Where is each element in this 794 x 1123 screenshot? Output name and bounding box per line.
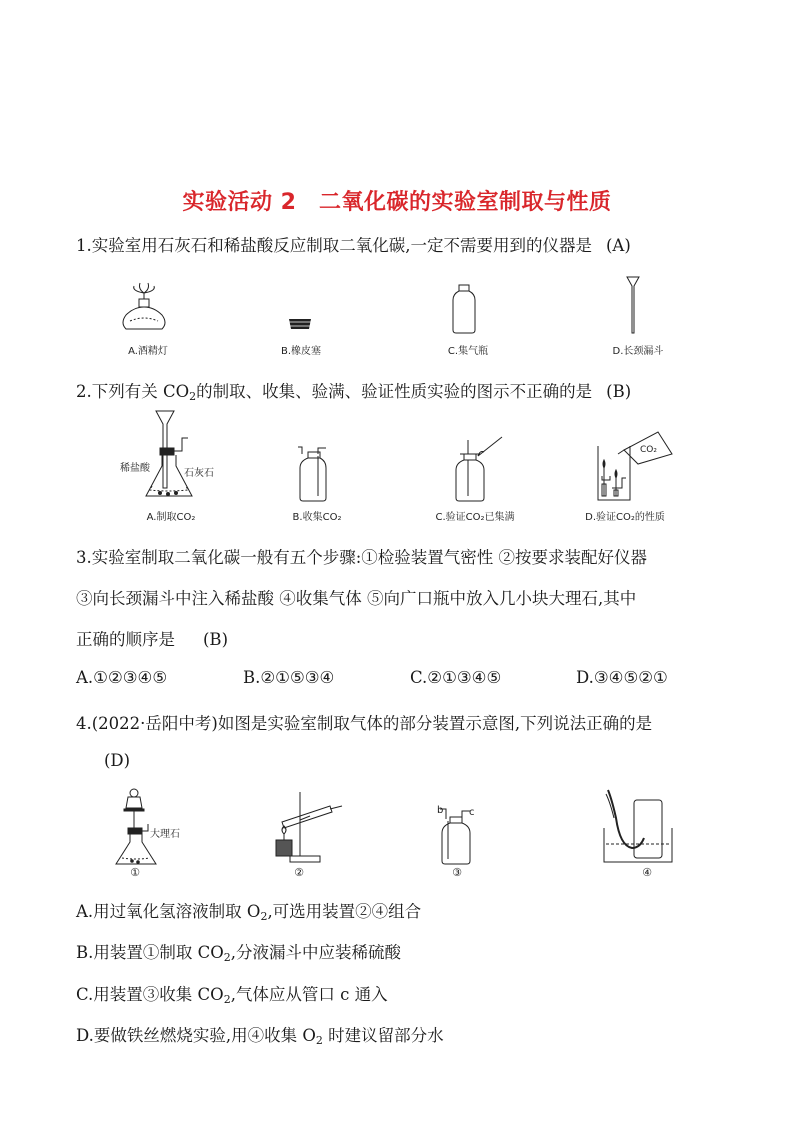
q2-caption-d: D.验证CO₂的性质 — [585, 512, 665, 523]
q4-option-c — [76, 981, 388, 1006]
q3-option-a: A.①②③④⑤ — [76, 668, 168, 687]
q4-option-b-text-1: B.用装置①制取 CO — [76, 943, 224, 962]
question-3-text: 正确的顺序是 — [76, 630, 175, 649]
long-neck-funnel-figure — [626, 276, 640, 334]
q4-option-d-text-2: 时建议留部分水 — [322, 1026, 444, 1045]
q1-caption-b: B.橡皮塞 — [280, 346, 322, 357]
q4-option-c-sub: 2 — [223, 993, 231, 1006]
question-2-text-a: 2.下列有关 CO — [76, 382, 190, 401]
question-3-answer: (B) — [203, 630, 228, 649]
question-2-answer: (B) — [606, 382, 632, 401]
q1-caption-d: D.长颈漏斗 — [612, 346, 664, 357]
rubber-stopper-figure — [288, 318, 312, 330]
q4-option-a-text-1: A.用过氧化氢溶液制取 O — [76, 902, 261, 921]
q2-caption-c: C.验证CO₂已集满 — [435, 512, 515, 523]
q4-caption-2: ② — [294, 866, 304, 879]
question-2-text-b: 的制取、收集、验满、验证性质实验的图示不正确的是 — [196, 382, 593, 401]
q4-option-d — [76, 1022, 444, 1047]
label-marble: 大理石 — [150, 829, 180, 840]
question-1 — [76, 232, 631, 256]
q4-option-a-text-2: ,可选用装置②④组合 — [267, 902, 422, 921]
co2-full-test-figure — [454, 436, 510, 502]
q4-option-c-text-2: ,气体应从管口 c 通入 — [230, 985, 388, 1004]
gas-collecting-bottle-figure — [450, 284, 478, 334]
q3-option-d: D.③④⑤②① — [576, 668, 668, 687]
label-limestone: 石灰石 — [184, 468, 214, 479]
question-4-answer: (D) — [104, 751, 131, 770]
q4-option-b-sub: 2 — [223, 951, 231, 964]
port-b-label: b — [437, 805, 444, 816]
co2-generator-figure — [140, 410, 200, 500]
question-1-text: 1.实验室用石灰石和稀盐酸反应制取二氧化碳,一定不需要用到的仪器是 — [76, 236, 592, 255]
question-3-line-2: ③向长颈漏斗中注入稀盐酸 ④收集气体 ⑤向广口瓶中放入几小块大理石,其中 — [76, 589, 637, 608]
q4-option-a-sub: 2 — [260, 910, 268, 923]
q4-caption-4: ④ — [642, 866, 652, 879]
q3-option-c: C.②①③④⑤ — [410, 668, 502, 687]
label-dilute-acid: 稀盐酸 — [120, 463, 150, 474]
q4-option-b-text-2: ,分液漏斗中应装稀硫酸 — [230, 943, 402, 962]
q4-option-d-sub: 2 — [315, 1034, 323, 1047]
co2-collecting-bottle-figure — [296, 446, 330, 502]
page-title: 实验活动 2 二氧化碳的实验室制取与性质 — [182, 190, 612, 215]
q4-caption-3: ③ — [452, 866, 462, 879]
question-2 — [76, 378, 631, 403]
co2-subscript: 2 — [189, 390, 197, 403]
port-c-label: c — [469, 807, 475, 818]
question-3-line-1: 3.实验室制取二氧化碳一般有五个步骤:①检验装置气密性 ②按要求装配好仪器 — [76, 548, 648, 567]
q1-caption-c: C.集气瓶 — [447, 346, 489, 357]
q4-caption-1: ① — [130, 866, 140, 879]
q1-caption-a: A.酒精灯 — [128, 346, 168, 357]
q3-option-b: B.②①⑤③④ — [243, 668, 335, 687]
q4-option-b — [76, 939, 401, 964]
q2-caption-a: A.制取CO₂ — [146, 512, 196, 523]
q2-caption-b: B.收集CO₂ — [292, 512, 342, 523]
alcohol-lamp-figure — [118, 283, 170, 335]
q4-option-d-text-1: D.要做铁丝燃烧实验,用④收集 O — [76, 1026, 316, 1045]
co2-bottle-label: CO₂ — [640, 445, 657, 455]
question-4-line-1: 4.(2022·岳阳中考)如图是实验室制取气体的部分装置示意图,下列说法正确的是 — [76, 714, 653, 733]
apparatus-2-figure — [270, 790, 346, 864]
apparatus-4-figure — [602, 788, 676, 864]
q4-option-a — [76, 898, 421, 923]
question-3-line-3 — [76, 626, 228, 650]
q4-option-c-text-1: C.用装置③收集 CO — [76, 985, 224, 1004]
question-1-answer: (A) — [606, 236, 631, 255]
